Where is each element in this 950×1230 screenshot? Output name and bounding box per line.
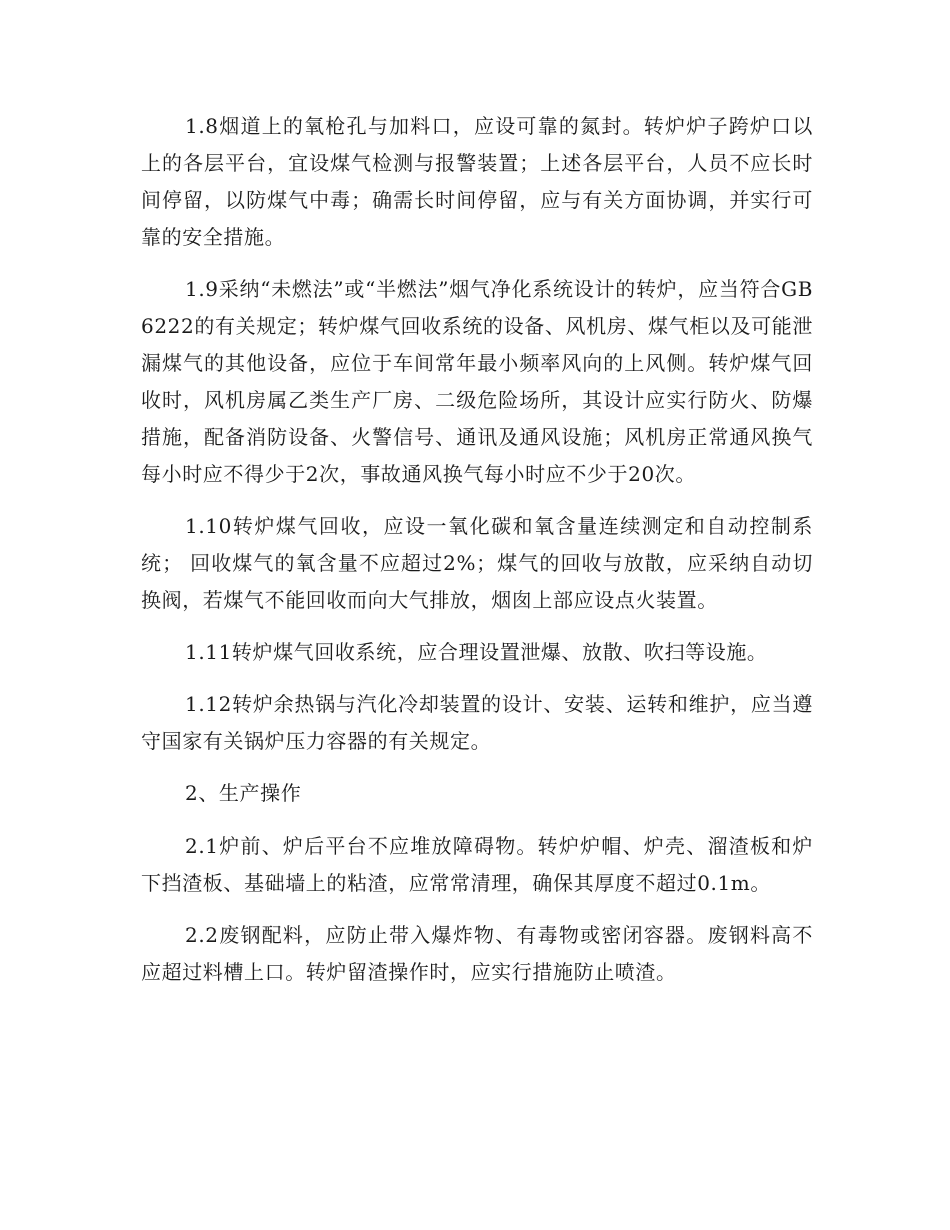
section-heading-production-operation: 2、生产操作 xyxy=(185,781,302,805)
paragraph-1-12: 1.12转炉余热锅与汽化冷却装置的设计、安装、运转和维护，应当遵守国家有关锅炉压力容器的有关规定。 xyxy=(141,692,813,753)
paragraph-2-1: 2.1炉前、炉后平台不应堆放障碍物。转炉炉帽、炉壳、溜渣板和炉下挡渣板、基础墙上的粘渣，应常常清理，确保其厚度不超过0.1m。 xyxy=(141,834,813,895)
paragraph-2-2: 2.2废钢配料，应防止带入爆炸物、有毒物或密闭容器。废钢料高不应超过料槽上口。转炉留渣操作时，应实行措施防止喷渣。 xyxy=(141,923,813,984)
document-page xyxy=(141,108,813,1006)
paragraph-1-9: 1.9采纳“未燃法”或“半燃法”烟气净化系统设计的转炉，应当符合GB6222的有关规定；转炉煤气回收系统的设备、风机房、煤气柜以及可能泄漏煤气的其他设备，应位于车间常年最小频率风向的上风侧。转炉煤气回收时，风机房属乙类生产厂房、二级危险场所，其设计应实行防火、防爆措施，配备消防设备、火警信号、通讯及通风设施；风机房正常通风换气每小时应不得少于2次，事故通风换气每小时应不少于20次。 xyxy=(141,277,813,486)
paragraph-1-11: 1.11转炉煤气回收系统，应合理设置泄爆、放散、吹扫等设施。 xyxy=(185,640,768,664)
paragraph-1-8: 1.8烟道上的氧枪孔与加料口，应设可靠的氮封。转炉炉子跨炉口以上的各层平台，宜设煤气检测与报警装置；上述各层平台，人员不应长时间停留，以防煤气中毒；确需长时间停留，应与有关方面协调，并实行可靠的安全措施。 xyxy=(141,114,813,249)
paragraph-1-10: 1.10转炉煤气回收，应设一氧化碳和氧含量连续测定和自动控制系统； 回收煤气的氧含量不应超过2%；煤气的回收与放散，应采纳自动切换阀，若煤气不能回收而向大气排放，烟囱上部应设点火装置。 xyxy=(141,514,813,612)
